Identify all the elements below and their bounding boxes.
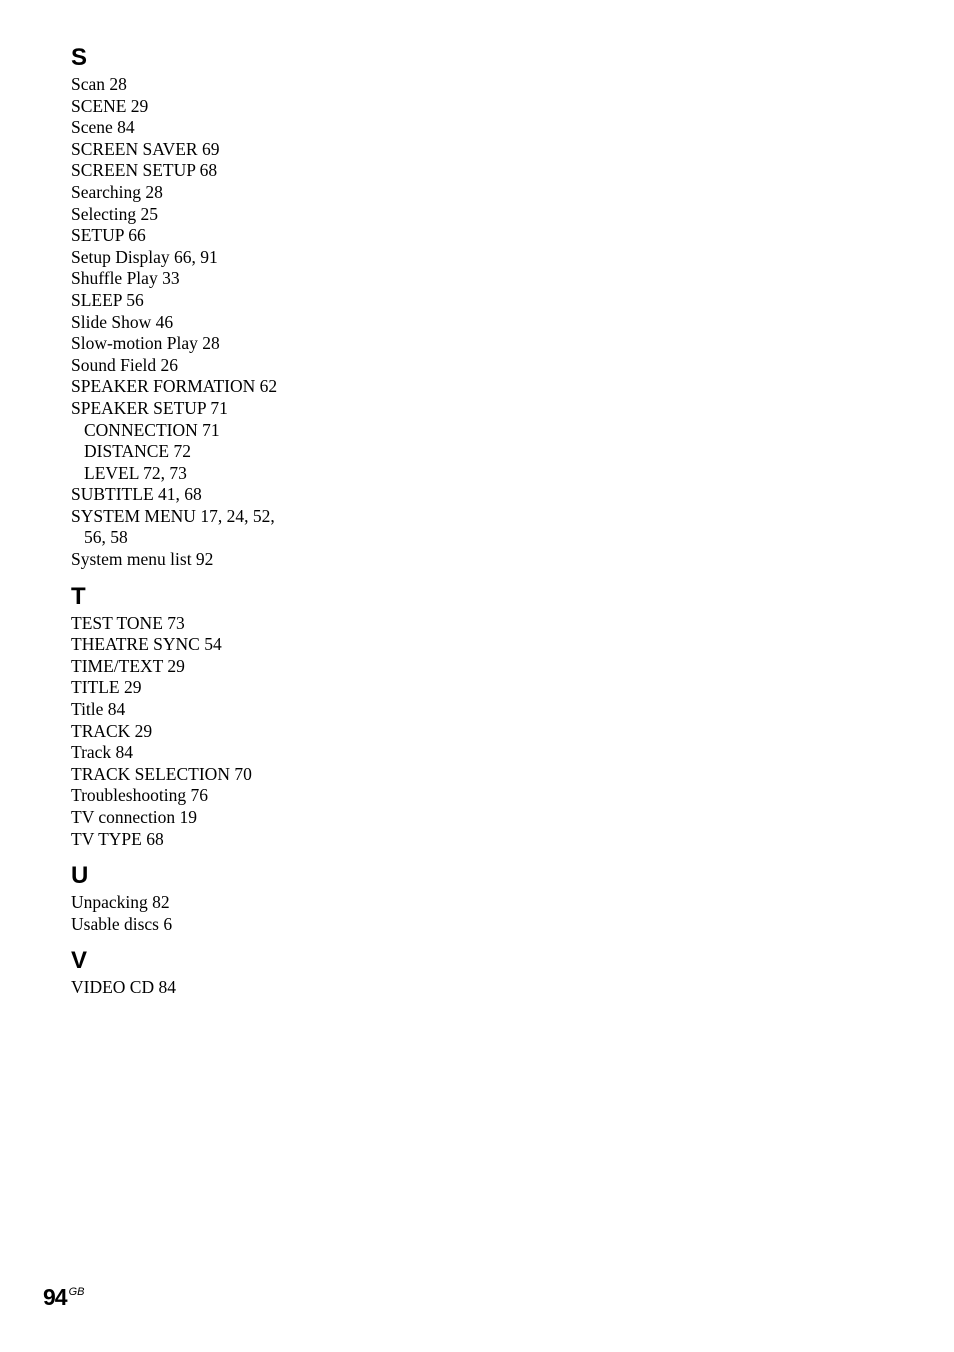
index-section-v: [71, 945, 371, 999]
index-entry: Usable discs 6: [71, 913, 173, 934]
index-section-t: [71, 581, 371, 851]
index-entry: TEST TONE 73: [71, 612, 185, 633]
index-subentry: CONNECTION 71: [84, 419, 220, 440]
index-entry: Scene 84: [71, 117, 135, 138]
section-letter: S: [71, 44, 88, 71]
index-entry: Slide Show 46: [71, 311, 174, 332]
index-entry: System menu list 92: [71, 549, 214, 570]
index-entry: Shuffle Play 33: [71, 268, 180, 289]
index-section-u: [71, 860, 371, 935]
index-entry: THEATRE SYNC 54: [71, 634, 222, 655]
index-entry: SCREEN SETUP 68: [71, 160, 218, 181]
index-subentry: DISTANCE 72: [84, 441, 191, 462]
index-entry: SCENE 29: [71, 95, 149, 116]
index-entry-continuation: 56, 58: [84, 527, 128, 548]
section-letter: V: [71, 947, 88, 975]
index-entry: TV TYPE 68: [71, 828, 164, 849]
page-number-value: 94: [43, 1284, 67, 1310]
index-entry: Selecting 25: [71, 203, 158, 224]
index-entry: TITLE 29: [71, 677, 142, 698]
index-entry: SYSTEM MENU 17, 24, 52,: [71, 505, 275, 526]
index-entry: Track 84: [71, 742, 134, 763]
index-entry: SLEEP 56: [71, 289, 144, 310]
index-subentry: LEVEL 72, 73: [84, 462, 187, 483]
section-letter: U: [71, 862, 89, 890]
index-entry: Sound Field 26: [71, 354, 178, 375]
index-entry: SPEAKER FORMATION 62: [71, 376, 278, 397]
index-entry: TIME/TEXT 29: [71, 655, 185, 676]
section-letter: T: [71, 582, 86, 610]
index-entry: Scan 28: [71, 74, 127, 94]
page-region-suffix: GB: [68, 1286, 85, 1298]
page-number: [43, 1283, 83, 1316]
index-entry: Slow-motion Play 28: [71, 333, 220, 354]
index-column: [71, 42, 371, 1009]
index-entry: Troubleshooting 76: [71, 785, 208, 806]
index-entry: SUBTITLE 41, 68: [71, 484, 202, 505]
index-entry: SETUP 66: [71, 225, 146, 246]
index-entry: TRACK SELECTION 70: [71, 763, 252, 784]
index-entry: VIDEO CD 84: [71, 977, 176, 998]
index-entry: Searching 28: [71, 181, 163, 202]
index-entry: Setup Display 66, 91: [71, 246, 218, 267]
index-entry: Unpacking 82: [71, 892, 170, 913]
index-section-s: [71, 42, 371, 571]
index-entry: TV connection 19: [71, 807, 198, 827]
index-entry: SPEAKER SETUP 71: [71, 397, 228, 418]
index-entry: Title 84: [71, 699, 126, 720]
index-entry: SCREEN SAVER 69: [71, 138, 220, 159]
index-entry: TRACK 29: [71, 720, 153, 741]
